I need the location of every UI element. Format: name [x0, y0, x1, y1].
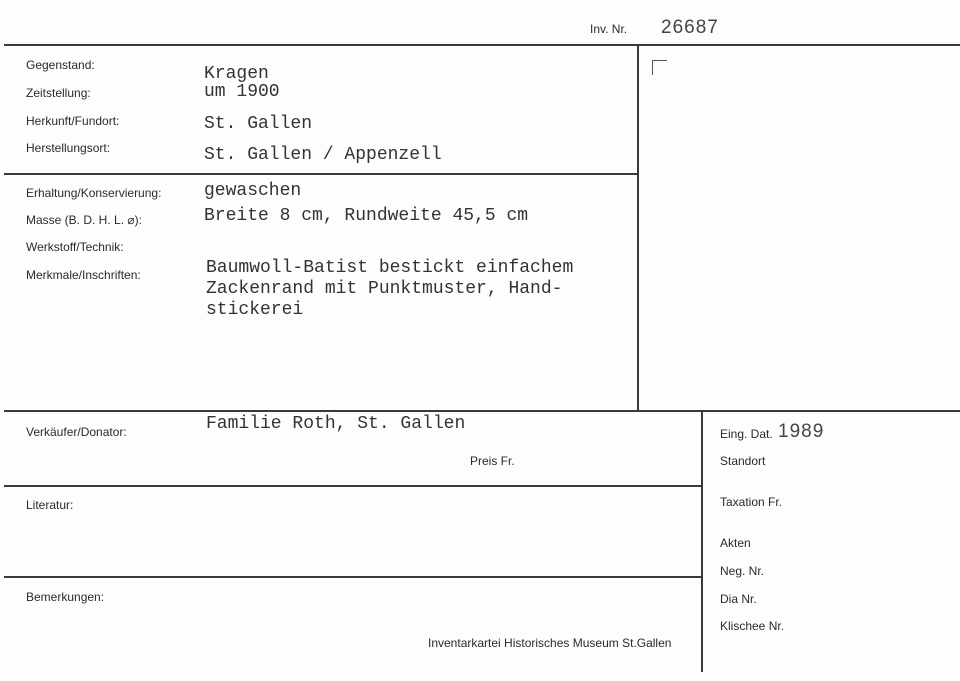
merkmale-line-3: stickerei — [206, 300, 304, 320]
rule-literatur — [4, 485, 702, 487]
verkaeufer-label: Verkäufer/Donator: — [26, 425, 127, 439]
akten-label: Akten — [720, 536, 751, 550]
masse-label: Masse (B. D. H. L. ⌀): — [26, 213, 142, 227]
preis-label: Preis Fr. — [470, 454, 515, 468]
inv-nr-value: 26687 — [661, 17, 719, 38]
standort-label: Standort — [720, 454, 766, 468]
verkaeufer-value: Familie Roth, St. Gallen — [206, 414, 466, 434]
neg-nr-label: Neg. Nr. — [720, 564, 765, 578]
photo-corner-mark — [652, 60, 667, 75]
merkmale-label: Merkmale/Inschriften: — [26, 268, 141, 282]
literatur-label: Literatur: — [26, 498, 74, 512]
merkmale-line-2: Zackenrand mit Punktmuster, Hand- — [206, 279, 563, 299]
herstellungsort-label: Herstellungsort: — [26, 141, 111, 155]
rule-acquisition — [4, 410, 960, 412]
merkmale-line-1: Baumwoll-Batist bestickt einfachem — [206, 258, 574, 278]
herkunft-label: Herkunft/Fundort: — [26, 114, 120, 128]
erhaltung-value: gewaschen — [204, 181, 302, 201]
rule-right-column — [637, 44, 639, 412]
herstellungsort-value: St. Gallen / Appenzell — [204, 145, 442, 165]
rule-bemerkungen — [4, 576, 702, 578]
erhaltung-label: Erhaltung/Konservierung: — [26, 186, 162, 200]
zeitstellung-label: Zeitstellung: — [26, 86, 91, 100]
masse-value: Breite 8 cm, Rundweite 45,5 cm — [204, 206, 529, 226]
card-imprint: Inventarkartei Historisches Museum St.Gallen — [428, 636, 672, 650]
zeitstellung-value: um 1900 — [204, 82, 280, 102]
rule-top — [4, 44, 960, 46]
rule-side-column — [701, 410, 703, 672]
gegenstand-value: Kragen — [204, 64, 269, 84]
gegenstand-label: Gegenstand: — [26, 58, 95, 72]
eing-dat-value: 1989 — [778, 421, 825, 442]
eing-dat-label: Eing. Dat. — [720, 427, 773, 441]
dia-nr-label: Dia Nr. — [720, 592, 757, 606]
herkunft-value: St. Gallen — [204, 114, 313, 134]
inv-nr-label: Inv. Nr. — [590, 22, 628, 36]
werkstoff-label: Werkstoff/Technik: — [26, 240, 124, 254]
bemerkungen-label: Bemerkungen: — [26, 590, 105, 604]
rule-object-section — [4, 173, 638, 175]
klischee-nr-label: Klischee Nr. — [720, 619, 785, 633]
taxation-label: Taxation Fr. — [720, 495, 783, 509]
